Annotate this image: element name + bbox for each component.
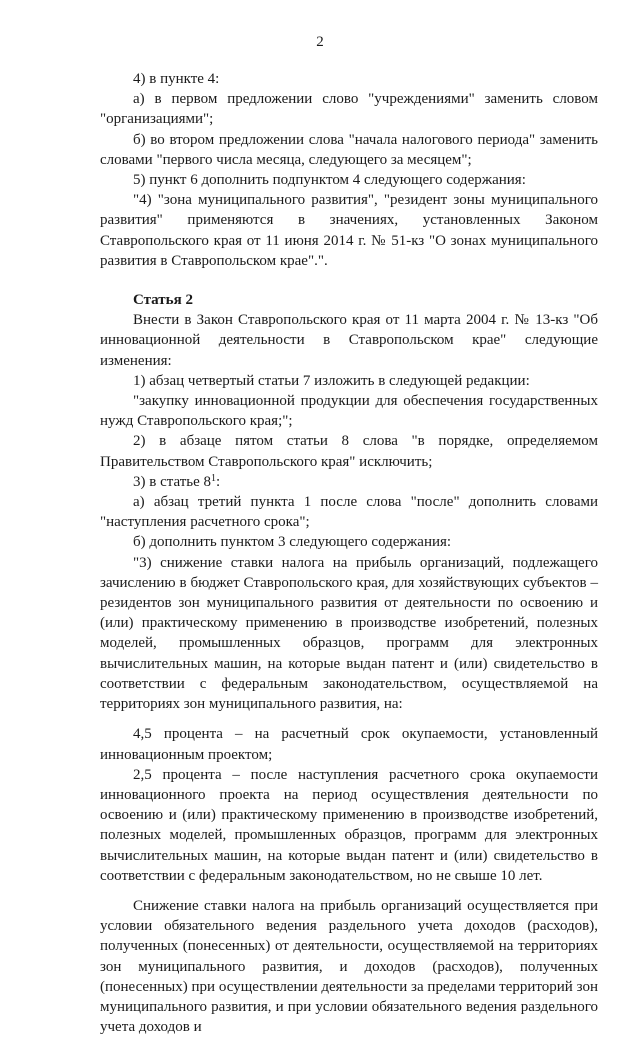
section-heading: Статья 2 <box>133 292 193 309</box>
paragraph: 2) в абзаце пятом статьи 8 слова "в порядке, определяемом Правительством Ставропольского края" исключить; <box>100 433 598 470</box>
paragraph: б) дополнить пунктом 3 следующего содержания: <box>133 534 452 551</box>
paragraph: "4) "зона муниципального развития", "резидент зоны муниципального развития" применяются в значениях, установленных Законом Ставропольского края от 11 июня 2014 г. № 51-кз "О зонах муниципального развития в Ставропольском крае".". <box>100 192 598 269</box>
paragraph: а) абзац третий пункта 1 после слова "после" дополнить словами "наступления расчетного срока"; <box>100 494 598 531</box>
paragraph: "закупку инновационной продукции для обеспечения государственных нужд Ставропольского края;"; <box>100 393 598 430</box>
paragraph: "3) снижение ставки налога на прибыль организаций, подлежащего зачислению в бюджет Ставропольского края, для хозяйствующих субъектов – резидентов зон муниципального развития от деятельности по освоению и (или) практическому применению в производстве изобретений, полезных моделей, промышленных образцов, программ для электронных вычислительных машин, на которые выдан патент и (или) свидетельство в соответствии с федеральным законодательством, осуществляемой на территориях зон муниципального развития, на: <box>100 554 598 713</box>
paragraph: 5) пункт 6 дополнить подпунктом 4 следующего содержания: <box>133 172 526 189</box>
document-body <box>100 69 598 1037</box>
paragraph-text: 3) в статье 8 <box>133 473 212 490</box>
paragraph: Внести в Закон Ставропольского края от 11 марта 2004 г. № 13-кз "Об инновационной деятельности в Ставропольском крае" следующие изменения: <box>100 312 598 369</box>
paragraph: 2,5 процента – после наступления расчетного срока окупаемости инновационного проекта на период осуществления деятельности по освоению и (или) практическому применению в производстве изобретений, полезных моделей, промышленных образцов, программ для электронных вычислительных машин, на которые выдан патент и (или) свидетельство в соответствии с федеральным законодательством, но не свыше 10 лет. <box>100 766 598 884</box>
paragraph: 1) абзац четвертый статьи 7 изложить в следующей редакции: <box>133 372 530 389</box>
page-number: 2 <box>316 34 324 50</box>
superscript: 1 <box>211 472 217 484</box>
paragraph: 4) в пункте 4: <box>133 71 220 87</box>
paragraph: б) во втором предложении слова "начала налогового периода" заменить словами "первого числа месяца, следующего за месяцем"; <box>100 131 598 168</box>
paragraph: 4,5 процента – на расчетный срок окупаемости, установленный инновационным проектом; <box>100 726 598 763</box>
paragraph-text: : <box>216 473 221 490</box>
paragraph: а) в первом предложении слово "учреждениями" заменить словом "организациями"; <box>100 91 598 128</box>
paragraph: Снижение ставки налога на прибыль организаций осуществляется при условии обязательного ведения раздельного учета доходов (расходов), полученных (понесенных) от деятельности, осуществляемой на территориях зон муниципального развития, и доходов (расходов), полученных (понесенных) при осуществлении деятельности за пределами территорий зон муниципального развития, и при условии обязательного ведения раздельного учета доходов и <box>100 897 598 1036</box>
paragraph <box>100 472 598 492</box>
